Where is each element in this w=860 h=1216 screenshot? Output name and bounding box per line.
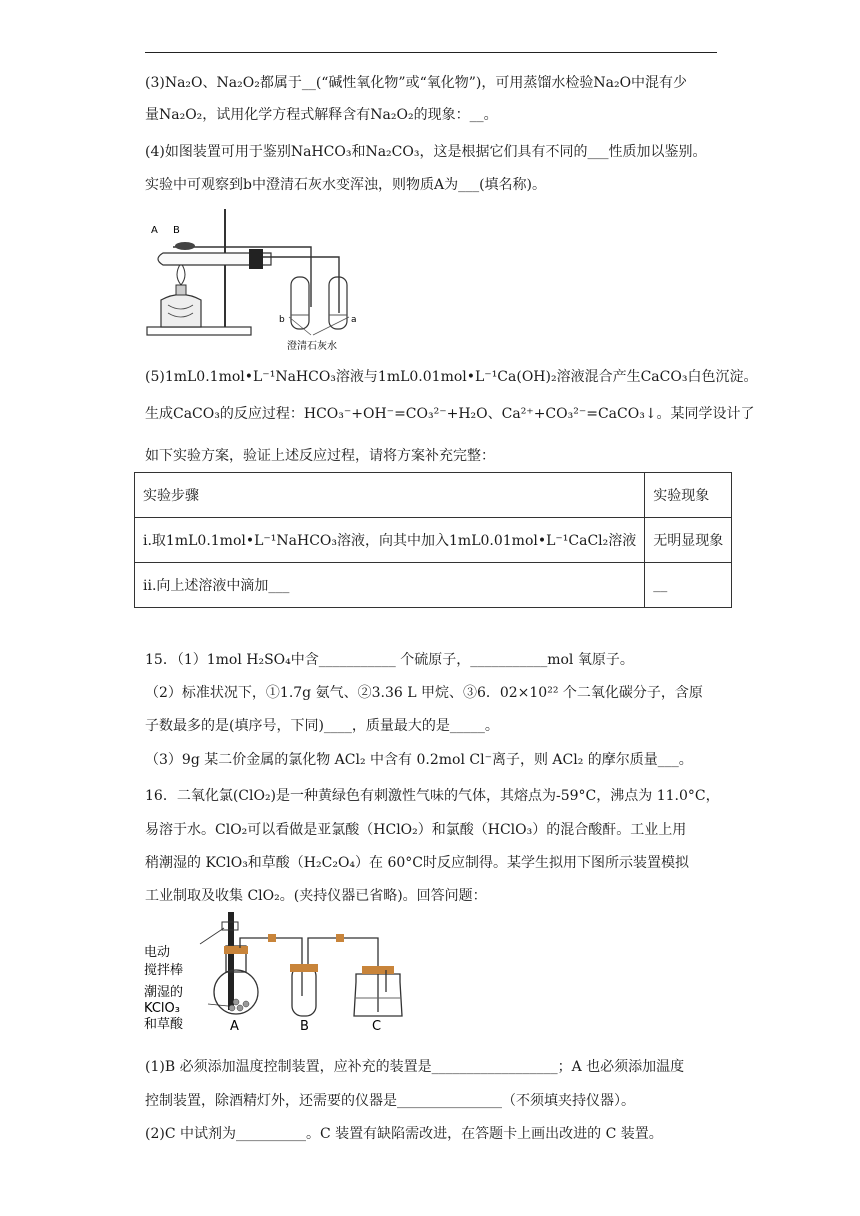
fig2-label-A: A [230,1019,239,1034]
fig2-label-C: C [372,1019,382,1034]
table-header-observations: 实验现象 [645,473,732,518]
table-cell-step-1: i.取1mL0.1mol•L⁻¹NaHCO₃溶液，向其中加入1mL0.01mol•L⁻¹CaCl₂溶液 [135,518,645,563]
q14-part5-line2: 生成CaCO₃的反应过程：HCO₃⁻+OH⁻=CO₃²⁻+H₂O、Ca²⁺+CO₃²⁻=CaCO₃↓。某同学设计了 [145,406,755,422]
q14-part5-line1: (5)1mL0.1mol•L⁻¹NaHCO₃溶液与1mL0.01mol•L⁻¹Ca(OH)₂溶液混合产生CaCO₃白色沉淀。 [145,369,758,385]
q16-part1-line1: (1)B 必须添加温度控制装置，应补充的装置是__________________；A 也必须添加温度 [145,1059,685,1075]
fig1-label-B: B [173,225,180,236]
fig2-reagent-label-2: KClO₃ [144,1001,180,1016]
fig2-stirrer-label-2: 搅拌棒 [144,963,184,978]
fig1-label-a: a [351,315,357,325]
q16-line3: 稍潮湿的 KClO₃和草酸（H₂C₂O₄）在 60°C时反应制得。某学生拟用下图所示装置模拟 [145,855,690,871]
q16-line4: 工业制取及收集 ClO₂。(夹持仪器已省略)。回答问题： [145,888,487,904]
table-cell-obs-1: 无明显现象 [645,518,732,563]
q15-line3: 子数最多的是(填序号，下同)____，质量最大的是_____。 [145,718,499,734]
fig2-label-B: B [300,1019,309,1034]
fig2-reagent-label-3: 和草酸 [144,1017,184,1032]
fig1-caption: 澄清石灰水 [287,341,337,352]
q16-line2: 易溶于水。ClO₂可以看做是亚氯酸（HClO₂）和氯酸（HClO₃）的混合酸酐。工业上用 [145,822,687,838]
header-rule [145,52,717,53]
q16-part1-line2: 控制装置，除酒精灯外，还需要的仪器是_______________（不须填夹持仪器）。 [145,1093,635,1109]
table-row [135,473,732,518]
q14-part3-line2: 量Na₂O₂，试用化学方程式解释含有Na₂O₂的现象：__。 [145,107,498,123]
fig-heating-apparatus [143,205,357,359]
experiment-table [134,472,732,608]
q15-line4: （3）9g 某二价金属的氯化物 ACl₂ 中含有 0.2mol Cl⁻离子，则 ACl₂ 的摩尔质量___。 [145,752,693,768]
q15-line1: 15．（1）1mol H₂SO₄中含___________ 个硫原子，___________mol 氧原子。 [145,652,634,668]
fig-clo2-apparatus [140,912,400,1036]
fig2-reagent-label-1: 潮湿的 [144,985,184,1000]
table-row [135,518,732,563]
q16-part2: (2)C 中试剂为__________。C 装置有缺陷需改进，在答题卡上画出改进的 C 装置。 [145,1126,663,1142]
table-cell-obs-2: __ [645,563,732,608]
fig2-stirrer-label-1: 电动 [144,945,171,960]
fig1-label-A: A [151,225,158,236]
q14-part3-line1: (3)Na₂O、Na₂O₂都属于__(“碱性氧化物”或“氧化物”)，可用蒸馏水检验Na₂O中混有少 [145,75,688,91]
q16-line1: 16．二氧化氯(ClO₂)是一种黄绿色有刺激性气味的气体，其熔点为-59°C，沸点为 11.0°C， [145,788,720,804]
table-header-steps: 实验步骤 [135,473,645,518]
table-row [135,563,732,608]
q15-line2: （2）标准状况下，①1.7g 氨气、②3.36 L 甲烷、③6．02×10²² 个二氧化碳分子，含原 [145,685,703,701]
table-cell-step-2: ii.向上述溶液中滴加___ [135,563,645,608]
q14-part4-line2: 实验中可观察到b中澄清石灰水变浑浊，则物质A为___(填名称)。 [145,177,546,193]
fig1-label-b: b [279,315,285,325]
q14-part4-line1: (4)如图装置可用于鉴别NaHCO₃和Na₂CO₃，这是根据它们具有不同的___性质加以鉴别。 [145,144,707,160]
q14-part5-line3: 如下实验方案，验证上述反应过程，请将方案补充完整： [145,448,495,464]
